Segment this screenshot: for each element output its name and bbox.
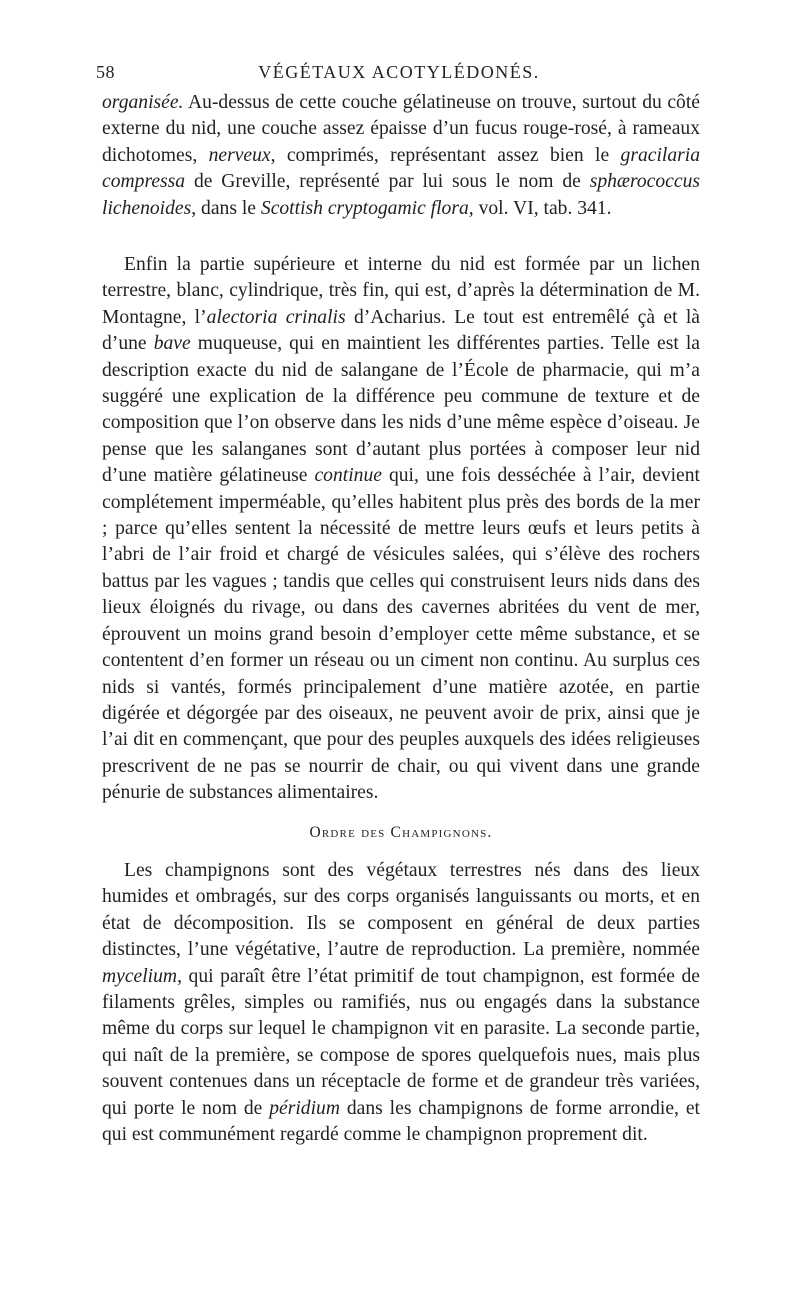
page-number: 58: [96, 62, 115, 82]
italic-term: organisée.: [102, 92, 184, 113]
paragraph-continued: organisée. Au-dessus de cette couche gélatineuse on trouve, surtout du côté externe du nid, une couche assez épaisse d’un fucus rouge-rosé, à rameaux dichotomes, nerveux, comprimés, représentant assez bien le gracilaria compressa de Greville, représenté par lui sous le nom de sphærococcus lichenoides, dans le Scottish cryptogamic flora, vol. VI, tab. 341.: [102, 92, 700, 219]
italic-term: alectoria crinalis: [206, 306, 346, 328]
italic-term: nerveux: [208, 144, 271, 166]
paragraph-lichen: Enfin la partie supérieure et interne du nid est formée par un lichen terrestre, blanc, cylindrique, très fin, qui est, d’après la détermination de M. Montagne, l’alectoria crinalis d’Acharius. Le tout est entremêlé çà et là d’une bave muqueuse, qui en maintient les différentes parties. Telle est la description exacte du nid de salangane de l’École de pharmacie, qui m’a suggéré une explication de la différence peu commune de texture et de composition que l’on observe dans les nids d’une même espèce d’oiseau. Je pense que les salanganes sont d’autant plus portées à composer leur nid d’une matière gélatineuse continue qui, une fois desséchée à l’air, devient complétement imperméable, qu’elles habitent plus près des bords de la mer ; parce qu’elles sentent la nécessité de mettre leurs œufs et leurs petits à l’abri de l’air froid et chargé de vésicules salées, qui s’élève des rochers battus par les vagues ; tandis que celles qui construisent leurs nids dans des lieux éloignés du rivage, ou dans des cavernes abritées du vent de mer, éprouvent un moins grand besoin d’employer cette même substance, et se contentent d’en former un réseau ou un ciment non continu. Au surplus ces nids si vantés, formés principalement d’une matière azotée, en partie digérée et dégorgée par des oiseaux, ne peuvent avoir de prix, ainsi que je l’ai dit en commençant, que pour des peuples auxquels des idées religieuses prescrivent de ne pas se nourrir de chair, ou qui vivent dans une grande pénurie de substances alimentaires.: [102, 254, 701, 804]
italic-term: bave: [153, 333, 191, 355]
italic-term: sphærococcus lichenoides: [102, 171, 700, 219]
section-heading: Ordre des Champignons.: [309, 824, 493, 841]
italic-title: Scottish cryptogamic flora: [260, 197, 469, 219]
running-title: VÉGÉTAUX ACOTYLÉDONÉS.: [258, 62, 540, 82]
italic-term: mycelium: [102, 965, 178, 987]
paragraph-champignons: Les champignons sont des végétaux terrestres nés dans des lieux humides et ombragés, sur des corps organisés languissants ou morts, et en état de décomposition. Ils se composent en général de deux parties distinctes, l’une végétative, l’autre de reproduction. La première, nommée mycelium, qui paraît être l’état primitif de tout champignon, est formée de filaments grêles, simples ou ramifiés, nus ou engagés dans la substance même du corps sur lequel le champignon vit en parasite. La seconde partie, qui naît de la première, se compose de spores quelquefois nues, mais plus souvent contenues dans un réceptacle de forme et de grandeur très variées, qui porte le nom de péridium dans les champignons de forme arrondie, et qui est communément regardé comme le champignon proprement dit.: [102, 860, 700, 1146]
italic-term: péridium: [269, 1097, 340, 1119]
italic-term: continue: [314, 465, 382, 487]
italic-term: gracilaria compressa: [102, 144, 700, 193]
